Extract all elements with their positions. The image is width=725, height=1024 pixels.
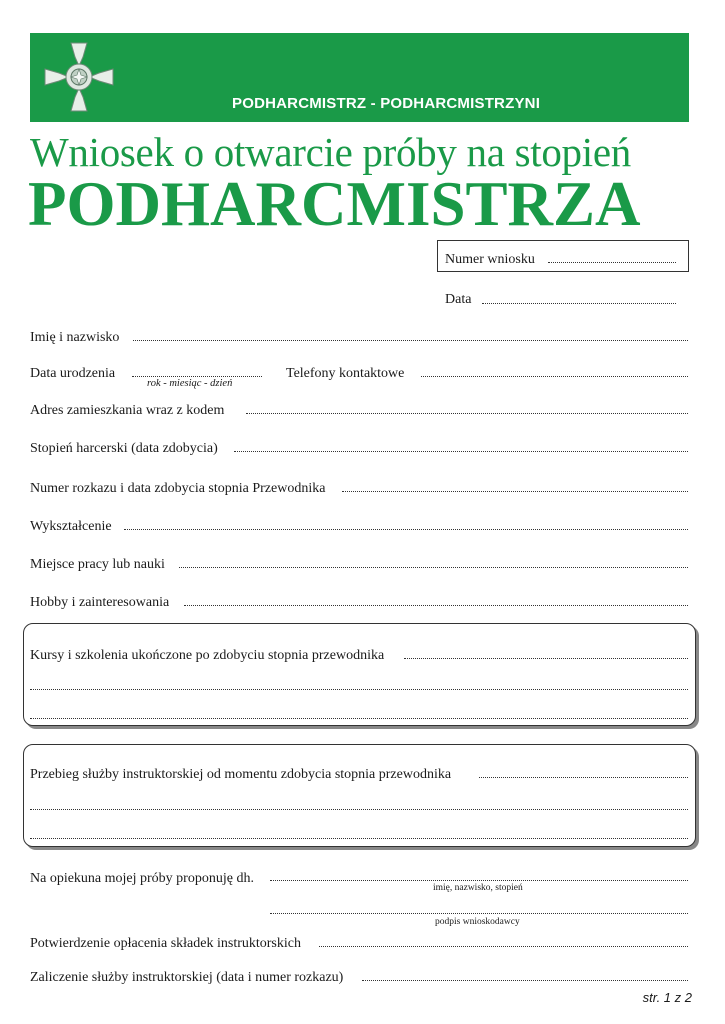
- signature-hint: podpis wnioskodawcy: [435, 917, 520, 927]
- service-field-line-2[interactable]: [30, 809, 688, 810]
- logo: [30, 33, 128, 122]
- application-number-label: Numer wniosku: [445, 252, 535, 267]
- workplace-field[interactable]: [179, 567, 688, 568]
- service-field-line-1[interactable]: [479, 777, 688, 778]
- application-number-field[interactable]: [548, 262, 676, 263]
- mentor-field[interactable]: [270, 880, 688, 881]
- courses-field-line-2[interactable]: [30, 689, 688, 690]
- courses-panel: [23, 623, 696, 726]
- service-panel: [23, 744, 696, 847]
- dues-field[interactable]: [319, 946, 688, 947]
- scout-rank-field[interactable]: [234, 451, 688, 452]
- mentor-label: Na opiekuna mojej próby proponuję dh.: [30, 871, 254, 886]
- courses-label: Kursy i szkolenia ukończone po zdobyciu stopnia przewodnika: [30, 648, 385, 663]
- page-title-rank: PODHARCMISTRZA: [28, 169, 641, 239]
- phones-field[interactable]: [421, 376, 688, 377]
- birth-date-hint: rok - miesiąc - dzień: [147, 378, 233, 389]
- education-field[interactable]: [124, 529, 688, 530]
- courses-field-line-1[interactable]: [404, 658, 688, 659]
- harcerska-cross-icon: [42, 39, 116, 115]
- hobby-label: Hobby i zainteresowania: [30, 595, 170, 610]
- dues-label: Potwierdzenie opłacenia składek instruktorskich: [30, 936, 301, 951]
- phones-label: Telefony kontaktowe: [286, 366, 405, 381]
- page-number: str. 1 z 2: [642, 990, 692, 1005]
- address-label: Adres zamieszkania wraz z kodem: [30, 403, 225, 418]
- service-credit-label: Zaliczenie służby instruktorskiej (data i numer rozkazu): [30, 970, 344, 985]
- birth-date-label: Data urodzenia: [30, 366, 116, 381]
- full-name-label: Imię i nazwisko: [30, 330, 120, 345]
- courses-field-line-3[interactable]: [30, 718, 688, 719]
- service-label: Przebieg służby instruktorskiej od momentu zdobycia stopnia przewodnika: [30, 767, 452, 782]
- page-title: Wniosek o otwarcie próby na stopień: [30, 129, 631, 175]
- header-subtitle: PODHARCMISTRZ - PODHARCMISTRZYNI: [232, 95, 541, 112]
- hobby-field[interactable]: [184, 605, 688, 606]
- address-field[interactable]: [246, 413, 688, 414]
- date-field[interactable]: [482, 303, 676, 304]
- order-number-field[interactable]: [342, 491, 688, 492]
- order-number-label: Numer rozkazu i data zdobycia stopnia Przewodnika: [30, 481, 326, 496]
- education-label: Wykształcenie: [30, 519, 112, 534]
- signature-field[interactable]: [270, 913, 688, 914]
- date-label: Data: [445, 292, 472, 307]
- service-field-line-3[interactable]: [30, 838, 688, 839]
- birth-date-field[interactable]: [132, 376, 262, 377]
- full-name-field[interactable]: [133, 340, 688, 341]
- workplace-label: Miejsce pracy lub nauki: [30, 557, 165, 572]
- service-credit-field[interactable]: [362, 980, 688, 981]
- mentor-hint: imię, nazwisko, stopień: [433, 883, 523, 893]
- scout-rank-label: Stopień harcerski (data zdobycia): [30, 441, 218, 456]
